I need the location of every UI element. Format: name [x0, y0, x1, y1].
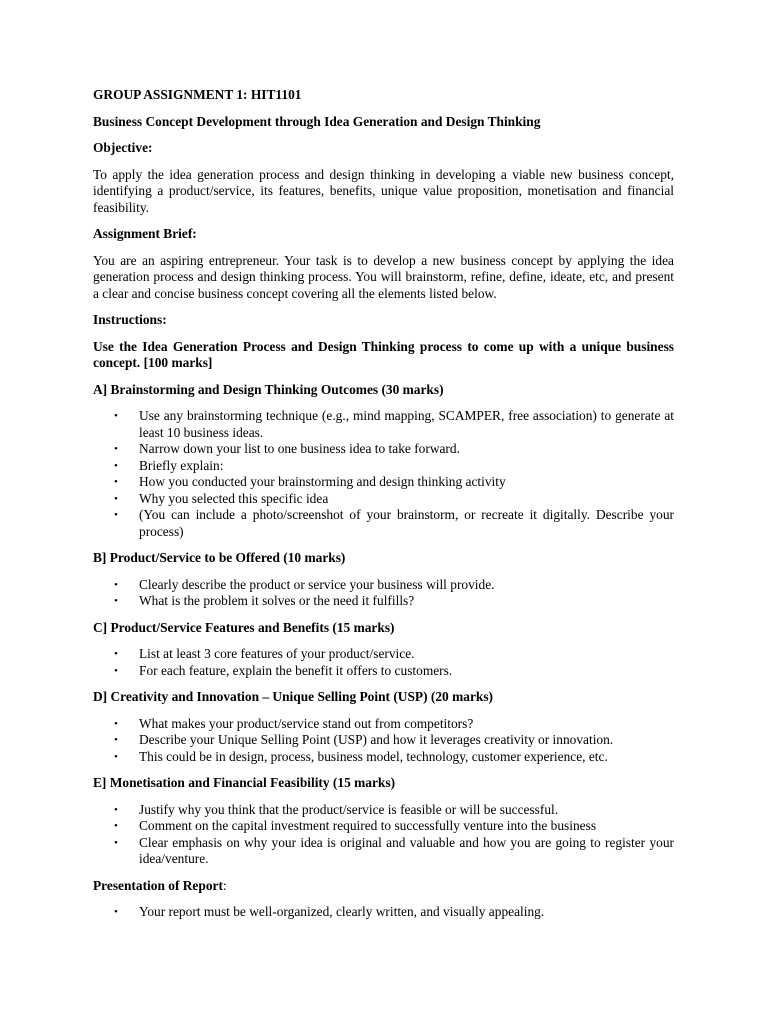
- list-item: [93, 507, 674, 540]
- instructions-text: Use the Idea Generation Process and Design Thinking process to come up with a unique business concept. [100 marks]: [93, 338, 674, 370]
- list-item-text: Comment on the capital investment required to successfully venture into the business: [139, 818, 597, 833]
- bullet-icon: •: [114, 476, 118, 488]
- bullet-list: [93, 802, 674, 868]
- list-item-text: Describe your Unique Selling Point (USP) and how it leverages creativity or innovation.: [139, 732, 614, 747]
- section-heading: A] Brainstorming and Design Thinking Outcomes (30 marks): [93, 381, 444, 397]
- bullet-icon: •: [114, 595, 118, 607]
- list-item: [93, 491, 674, 508]
- document-subtitle: Business Concept Development through Idea Generation and Design Thinking: [93, 113, 541, 129]
- bullet-list: [93, 716, 674, 766]
- list-item-text: Briefly explain:: [139, 457, 224, 473]
- bullet-icon: •: [114, 492, 118, 505]
- bullet-icon: •: [114, 734, 118, 746]
- list-item-text: Why you selected this specific idea: [139, 490, 329, 506]
- list-item: [93, 802, 674, 819]
- bullet-list: [93, 904, 674, 921]
- brief-text: You are an aspiring entrepreneur. Your task is to develop a new business concept by applying the idea generation process and design thinking process. You will brainstorm, refine, define, ideate, etc, and present a clear and concise business concept covering all the elements listed below.: [93, 252, 674, 301]
- list-item-text: (You can include a photo/screenshot of your brainstorm, or recreate it digitally. Describe your process): [139, 507, 674, 539]
- section-heading: C] Product/Service Features and Benefits (15 marks): [93, 619, 395, 635]
- bullet-icon: •: [114, 750, 118, 763]
- bullet-list: [93, 577, 674, 610]
- list-item: [93, 474, 674, 491]
- list-item-text: What makes your product/service stand out from competitors?: [139, 715, 474, 731]
- list-item-text: Justify why you think that the product/service is feasible or will be successful.: [139, 801, 559, 817]
- list-item-text: Clear emphasis on why your idea is original and valuable and how you are going to register your idea/venture.: [139, 834, 674, 866]
- presentation-heading: [93, 878, 674, 895]
- list-item-text: How you conducted your brainstorming and design thinking activity: [139, 474, 506, 489]
- section-heading: E] Monetisation and Financial Feasibility (15 marks): [93, 775, 396, 790]
- bullet-icon: •: [114, 443, 118, 455]
- list-item: [93, 835, 674, 868]
- list-item-text: Clearly describe the product or service your business will provide.: [139, 576, 495, 592]
- bullet-icon: •: [114, 820, 118, 832]
- document-title: GROUP ASSIGNMENT 1: HIT1101: [93, 87, 302, 102]
- bullet-list: [93, 408, 674, 540]
- list-item-text: Use any brainstorming technique (e.g., mind mapping, SCAMPER, free association) to generate at least 10 business ideas.: [139, 408, 674, 440]
- brief-heading: Assignment Brief:: [93, 226, 197, 241]
- list-item-text: For each feature, explain the benefit it offers to customers.: [139, 662, 453, 678]
- list-item-text: Your report must be well-organized, clearly written, and visually appealing.: [139, 904, 545, 919]
- objective-text: To apply the idea generation process and design thinking in developing a viable new business concept, identifying a product/service, its features, benefits, unique value proposition, monetisation and financial feasibility.: [93, 166, 674, 215]
- section-a: [93, 382, 674, 541]
- presentation-heading-colon: :: [222, 877, 227, 893]
- list-item: [93, 904, 674, 921]
- list-item: [93, 408, 674, 441]
- bullet-icon: •: [114, 578, 118, 591]
- list-item: [93, 577, 674, 594]
- section-c: [93, 620, 674, 680]
- list-item: [93, 646, 674, 663]
- bullet-icon: •: [114, 664, 118, 677]
- list-item: [93, 458, 674, 475]
- section-presentation: [93, 878, 674, 921]
- presentation-heading-text: Presentation of Report: [93, 877, 223, 893]
- list-item-text: This could be in design, process, business model, technology, customer experience, etc.: [139, 748, 608, 764]
- list-item: [93, 663, 674, 680]
- list-item-text: Narrow down your list to one business idea to take forward.: [139, 441, 460, 456]
- section-heading: D] Creativity and Innovation – Unique Selling Point (USP) (20 marks): [93, 689, 494, 704]
- list-item: [93, 749, 674, 766]
- objective-heading: Objective:: [93, 140, 153, 155]
- bullet-icon: •: [114, 717, 118, 730]
- section-e: [93, 775, 674, 868]
- bullet-icon: •: [114, 648, 118, 660]
- section-heading: B] Product/Service to be Offered (10 marks): [93, 550, 346, 565]
- list-item: [93, 732, 674, 749]
- list-item-text: List at least 3 core features of your product/service.: [139, 646, 415, 661]
- section-d: [93, 689, 674, 765]
- bullet-icon: •: [114, 509, 118, 521]
- bullet-icon: •: [114, 459, 118, 472]
- list-item: [93, 818, 674, 835]
- list-item: [93, 441, 674, 458]
- list-item-text: What is the problem it solves or the need it fulfills?: [139, 593, 415, 608]
- bullet-icon: •: [114, 410, 118, 422]
- bullet-list: [93, 646, 674, 679]
- list-item: [93, 716, 674, 733]
- bullet-icon: •: [114, 836, 118, 849]
- section-b: [93, 550, 674, 610]
- list-item: [93, 593, 674, 610]
- bullet-icon: •: [114, 803, 118, 816]
- bullet-icon: •: [114, 906, 118, 918]
- instructions-heading: Instructions:: [93, 312, 167, 327]
